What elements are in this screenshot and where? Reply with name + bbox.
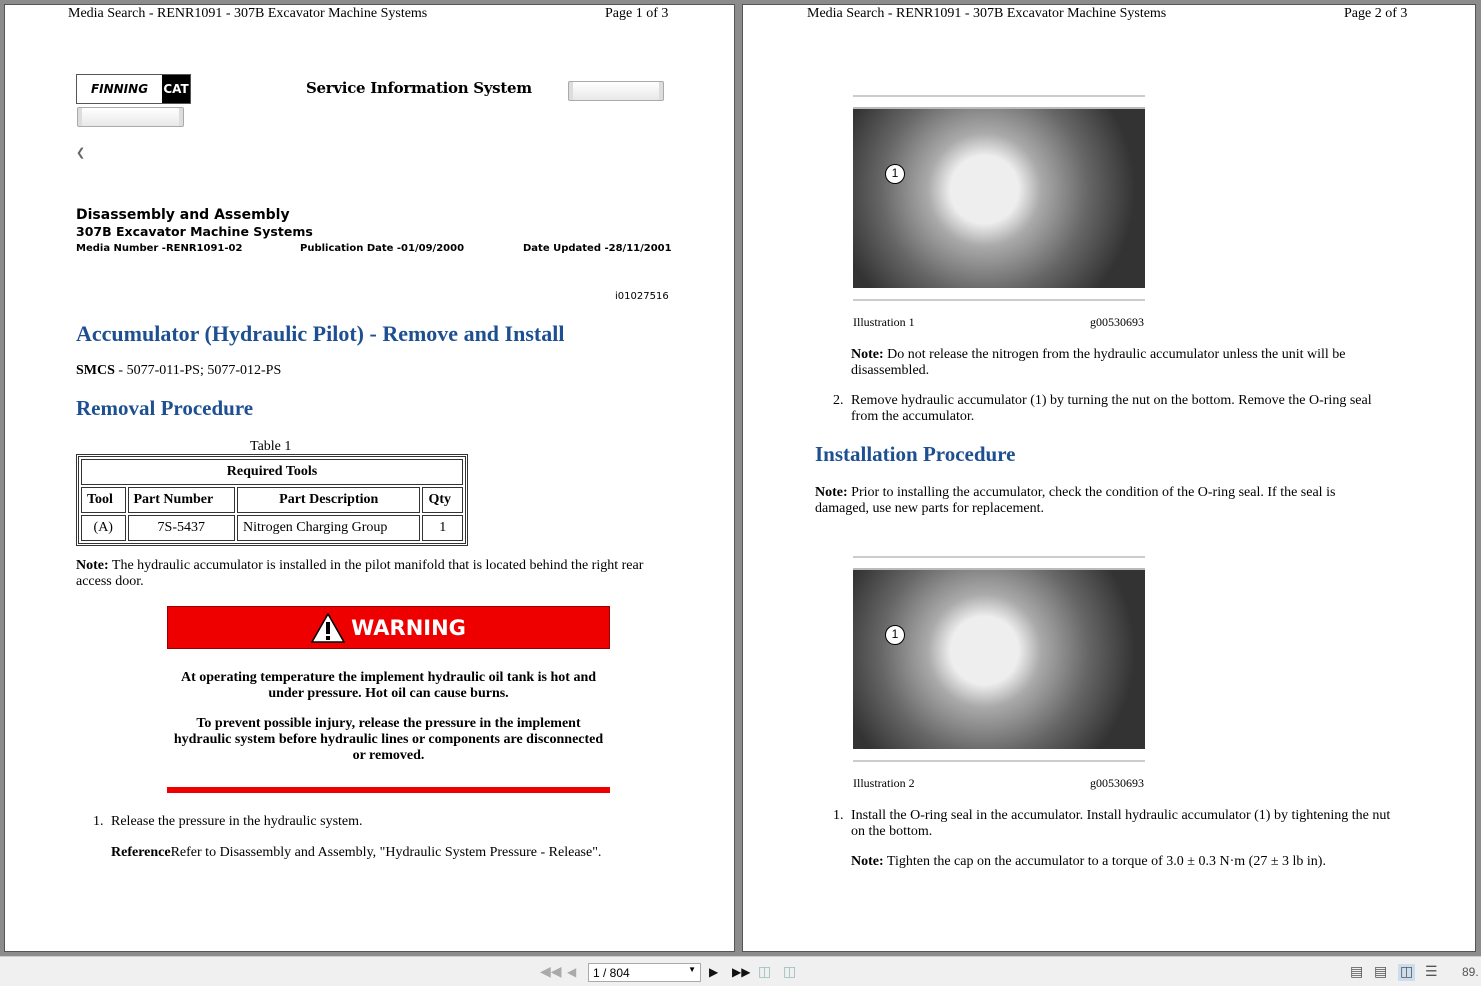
page-number-input[interactable] (588, 963, 701, 982)
note-3 (851, 854, 1396, 870)
facing-view-icon[interactable]: ◫ (1400, 965, 1414, 980)
removal-heading: Removal Procedure (76, 396, 254, 420)
doc-title: Disassembly and Assembly (76, 207, 290, 223)
finning-cat-logo: FINNING CAT (76, 74, 191, 104)
pdf-page-2 (742, 4, 1476, 952)
publication-date: Publication Date -01/09/2000 (300, 243, 465, 254)
illustration-1-photo (853, 107, 1145, 288)
doc-subtitle: 307B Excavator Machine Systems (76, 224, 313, 239)
illustration-1-id: g00530693 (1090, 315, 1144, 329)
table-title: Required Tools (81, 459, 463, 485)
note-label: Note: (815, 485, 848, 500)
first-page-icon[interactable]: ◀◀ (540, 965, 562, 980)
date-updated: Date Updated -28/11/2001 (523, 243, 672, 254)
divider (853, 299, 1145, 301)
callout-1: 1 (885, 625, 905, 645)
note-1 (851, 347, 1391, 379)
warning-text-2: To prevent possible injury, release the pressure in the implement hydraulic system before hydraulic lines or components are disconnected or removed. (173, 716, 604, 763)
page-header-title: Media Search - RENR1091 - 307B Excavator Machine Systems (68, 6, 428, 21)
step-number: 1. (833, 808, 844, 823)
note-label: Note: (76, 558, 109, 573)
continuous-facing-view-icon[interactable]: ☰ (1425, 965, 1438, 980)
back-arrow-icon[interactable]: ❮ (76, 147, 86, 159)
divider (853, 95, 1145, 97)
cell: (A) (81, 515, 126, 541)
warning-text-1: At operating temperature the implement hydraulic oil tank is hot and under pressure. Hot oil can cause burns. (180, 670, 597, 701)
next-page-icon[interactable]: ▶ (709, 965, 719, 979)
continuous-view-icon[interactable]: ▤ (1374, 965, 1388, 980)
step-number: 1. (93, 814, 104, 829)
illustration-2-label: Illustration 2 (853, 776, 915, 790)
doc-id: i01027516 (615, 291, 669, 302)
illustration-1-label: Illustration 1 (853, 315, 915, 329)
previous-page-icon[interactable]: ◀ (567, 965, 577, 979)
warning-banner (167, 606, 610, 649)
zoom-level[interactable]: 89. (1462, 965, 1479, 979)
smcs-label: SMCS (76, 363, 115, 378)
smcs-value: - 5077-011-PS; 5077-012-PS (114, 363, 282, 378)
col-header: Part Description (237, 487, 420, 513)
note-2 (815, 485, 1375, 517)
page-number: Page 1 of 3 (605, 6, 669, 21)
illustration-2-id: g00530693 (1090, 776, 1144, 790)
reference-label: Reference (111, 845, 171, 860)
media-number: Media Number -RENR1091-02 (76, 243, 243, 254)
note (76, 558, 666, 590)
step-2: Remove hydraulic accumulator (1) by turning the nut on the bottom. Remove the O-ring seal from the accumulator. (851, 393, 1372, 424)
note-text: Prior to installing the accumulator, check the condition of the O-ring seal. If the seal is damaged, use new parts for replacement. (815, 485, 1336, 516)
blank-button-left[interactable] (77, 107, 184, 127)
note-text: Do not release the nitrogen from the hydraulic accumulator unless the unit will be disassembled. (851, 347, 1346, 378)
rotate-page-back-icon[interactable]: ◫ (783, 965, 797, 980)
step-number: 2. (833, 393, 844, 408)
divider (853, 556, 1145, 558)
warning-triangle-icon (311, 613, 345, 643)
install-step-1: Install the O-ring seal in the accumulator. Install hydraulic accumulator (1) by tightening the nut on the bottom. (851, 808, 1391, 839)
pdf-page-1 (4, 4, 735, 952)
cell: 1 (422, 515, 463, 541)
divider (853, 760, 1145, 762)
reference-text: Refer to Disassembly and Assembly, "Hydraulic System Pressure - Release". (170, 845, 602, 860)
page-heading: Accumulator (Hydraulic Pilot) - Remove and Install (76, 321, 565, 346)
callout-1: 1 (885, 164, 905, 184)
col-header: Part Number (128, 487, 236, 513)
cell: Nitrogen Charging Group (237, 515, 420, 541)
viewer-toolbar (0, 956, 1481, 986)
table-row (81, 515, 463, 541)
note-text: Tighten the cap on the accumulator to a torque of 3.0 ± 0.3 N·m (27 ± 3 lb in). (883, 854, 1326, 869)
note-text: The hydraulic accumulator is installed in the pilot manifold that is located behind the right rear access door. (76, 558, 644, 589)
last-page-icon[interactable]: ▶▶ (732, 965, 751, 979)
col-header: Qty (422, 487, 463, 513)
sis-title: Service Information System (306, 79, 532, 97)
step-1: Release the pressure in the hydraulic system. (111, 814, 363, 829)
reference (111, 845, 601, 861)
required-tools-table (76, 454, 468, 546)
warning-bottom-bar (167, 787, 610, 793)
page-header-title: Media Search - RENR1091 - 307B Excavator Machine Systems (807, 6, 1167, 21)
cell: 7S-5437 (128, 515, 236, 541)
warning-label: WARNING (351, 615, 466, 640)
installation-heading: Installation Procedure (815, 442, 1016, 466)
blank-button-right[interactable] (568, 81, 664, 101)
col-header: Tool (81, 487, 126, 513)
rotate-page-icon[interactable]: ◫ (758, 965, 772, 980)
note-label: Note: (851, 347, 884, 362)
page-number-value: 1 / 804 (593, 966, 630, 980)
note-label: Note: (851, 854, 884, 869)
illustration-2-photo (853, 568, 1145, 749)
chevron-down-icon[interactable]: ▼ (688, 965, 696, 974)
single-page-view-icon[interactable]: ▤ (1350, 965, 1364, 980)
table-caption: Table 1 (250, 439, 292, 454)
page-number: Page 2 of 3 (1344, 6, 1408, 21)
